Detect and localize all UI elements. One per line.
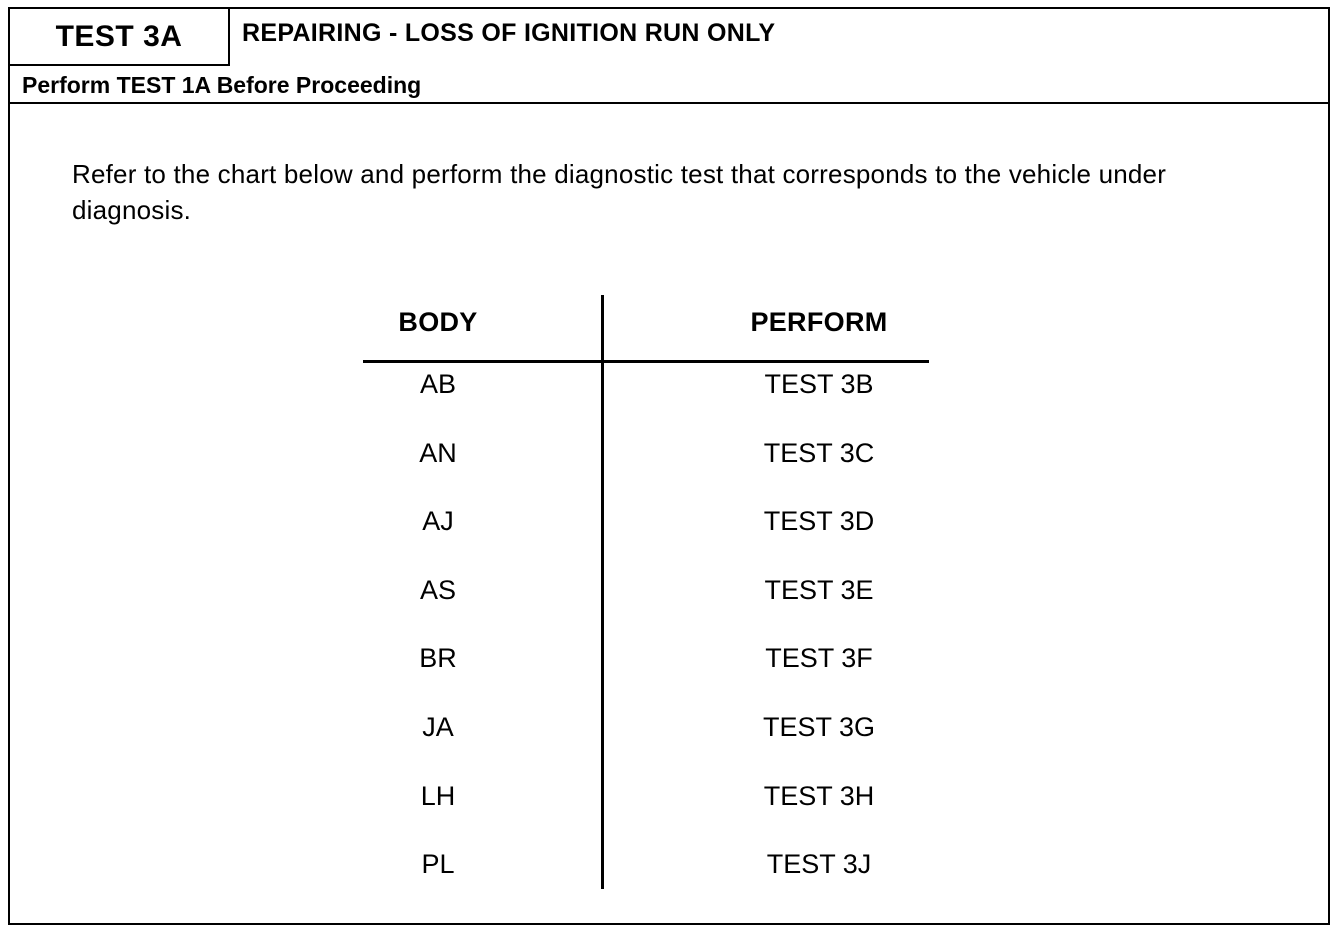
table-row: [363, 643, 929, 712]
perform-cell: TEST 3G: [762, 711, 876, 742]
body-cell: AN: [419, 437, 457, 468]
test-title: REPAIRING - LOSS OF IGNITION RUN ONLY: [242, 19, 776, 47]
table-row: [363, 712, 929, 781]
prerequisite-bar: [10, 66, 1328, 104]
perform-cell: TEST 3F: [765, 643, 873, 674]
table-row: [363, 369, 929, 438]
perform-cell: TEST 3C: [763, 437, 875, 468]
prerequisite-text: Perform TEST 1A Before Proceeding: [22, 72, 422, 98]
perform-cell: TEST 3B: [764, 369, 874, 399]
test-id: TEST 3A: [10, 9, 230, 66]
perform-cell: TEST 3J: [766, 849, 872, 880]
body-cell: LH: [420, 780, 456, 811]
chart-rows: [363, 369, 929, 918]
body-cell: AJ: [422, 506, 454, 537]
body-cell: AB: [419, 369, 457, 399]
header-row: [10, 9, 1328, 66]
body-cell: PL: [421, 849, 455, 880]
table-row: [363, 438, 929, 507]
body-cell: AS: [419, 574, 457, 605]
perform-cell: TEST 3E: [764, 574, 874, 605]
header-divider: [363, 360, 929, 363]
table-row: [363, 781, 929, 850]
table-row: [363, 506, 929, 575]
body-cell: JA: [422, 711, 454, 742]
column-header-body: BODY: [398, 307, 478, 337]
body-cell: BR: [419, 643, 457, 674]
column-header-perform: PERFORM: [750, 307, 888, 337]
table-row: [363, 849, 929, 918]
perform-cell: TEST 3H: [763, 780, 875, 811]
body-test-chart: [363, 295, 929, 889]
table-row: [363, 575, 929, 644]
perform-cell: TEST 3D: [763, 506, 875, 537]
instruction-text: Refer to the chart below and perform the diagnostic test that corresponds to the vehicle under diagnosis.: [72, 159, 1167, 225]
document-frame: [8, 7, 1330, 925]
